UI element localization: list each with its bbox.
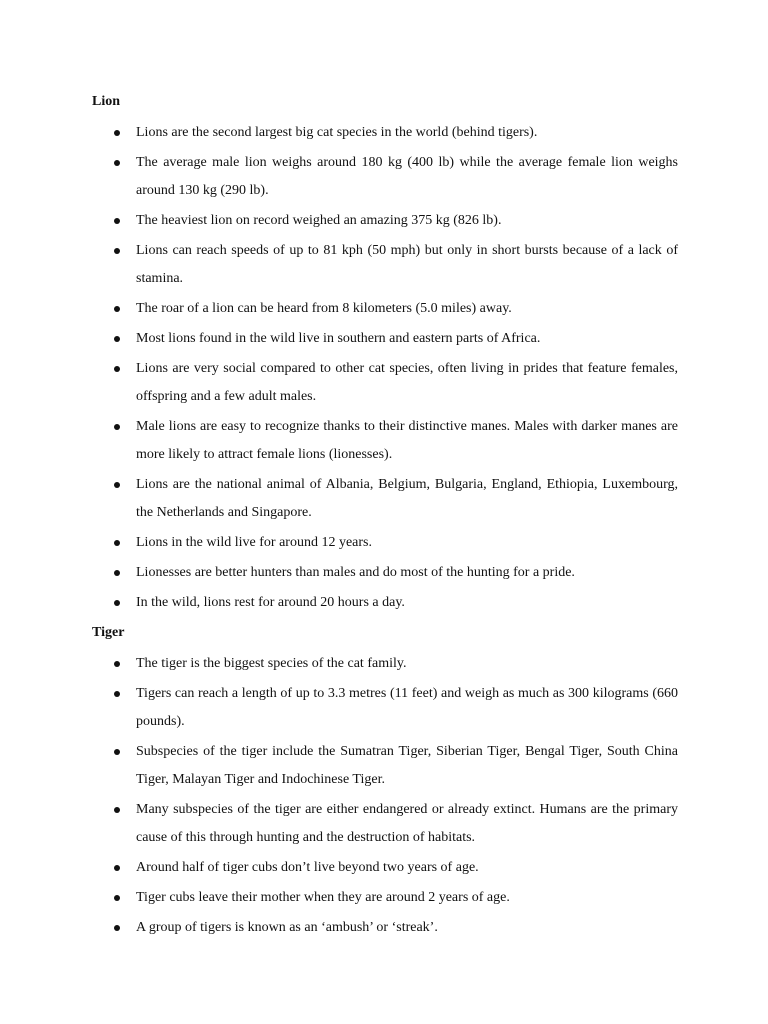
tiger-section xyxy=(92,623,678,942)
bullet-text: Lions are very social compared to other cat species, often living in prides that feature females, offspring and a few adult males. xyxy=(136,361,678,404)
bullet-text: Lions are the second largest big cat species in the world (behind tigers). xyxy=(136,125,538,140)
bullet-text: Around half of tiger cubs don’t live beyond two years of age. xyxy=(136,860,479,875)
bullet-icon xyxy=(114,691,120,697)
lion-bullet-item xyxy=(92,207,678,235)
bullet-text: Subspecies of the tiger include the Sumatran Tiger, Siberian Tiger, Bengal Tiger, South China Tiger, Malayan Tiger and Indochinese Tiger. xyxy=(136,744,678,787)
bullet-text: Male lions are easy to recognize thanks to their distinctive manes. Males with darker manes are more likely to attract female lions (lionesses). xyxy=(136,419,678,462)
bullet-icon xyxy=(114,336,120,342)
lion-bullet-item xyxy=(92,325,678,353)
bullet-icon xyxy=(114,306,120,312)
bullet-text: The average male lion weighs around 180 kg (400 lb) while the average female lion weighs around 130 kg (290 lb). xyxy=(136,155,678,198)
lion-bullet-item xyxy=(92,295,678,323)
tiger-heading: Tiger xyxy=(92,625,125,640)
lion-bullet-item xyxy=(92,589,678,617)
bullet-icon xyxy=(114,570,120,576)
tiger-bullet-item xyxy=(92,796,678,852)
lion-bullet-item xyxy=(92,471,678,527)
lion-bullet-item xyxy=(92,237,678,293)
bullet-icon xyxy=(114,807,120,813)
bullet-text: Lions in the wild live for around 12 years. xyxy=(136,535,373,550)
tiger-bullet-item xyxy=(92,854,678,882)
lion-bullet-item xyxy=(92,529,678,557)
lion-bullet-item xyxy=(92,413,678,469)
lion-bullet-list xyxy=(92,119,678,617)
bullet-text: Most lions found in the wild live in southern and eastern parts of Africa. xyxy=(136,331,541,346)
bullet-text: Tiger cubs leave their mother when they are around 2 years of age. xyxy=(136,890,510,905)
bullet-text: A group of tigers is known as an ‘ambush’ or ‘streak’. xyxy=(136,920,438,935)
tiger-bullet-item xyxy=(92,884,678,912)
bullet-icon xyxy=(114,482,120,488)
bullet-icon xyxy=(114,925,120,931)
bullet-icon xyxy=(114,424,120,430)
bullet-icon xyxy=(114,865,120,871)
bullet-icon xyxy=(114,366,120,372)
bullet-icon xyxy=(114,749,120,755)
bullet-icon xyxy=(114,661,120,667)
lion-bullet-item xyxy=(92,355,678,411)
bullet-icon xyxy=(114,895,120,901)
lion-bullet-item xyxy=(92,149,678,205)
tiger-bullet-item xyxy=(92,738,678,794)
lion-bullet-item xyxy=(92,559,678,587)
lion-section xyxy=(92,92,678,617)
bullet-text: Lions can reach speeds of up to 81 kph (50 mph) but only in short bursts because of a lack of stamina. xyxy=(136,243,678,286)
bullet-text: Lionesses are better hunters than males and do most of the hunting for a pride. xyxy=(136,565,575,580)
lion-bullet-item xyxy=(92,119,678,147)
bullet-text: The tiger is the biggest species of the cat family. xyxy=(136,656,407,671)
bullet-text: The heaviest lion on record weighed an amazing 375 kg (826 lb). xyxy=(136,213,502,228)
bullet-icon xyxy=(114,130,120,136)
bullet-text: The roar of a lion can be heard from 8 kilometers (5.0 miles) away. xyxy=(136,301,512,316)
bullet-text: Lions are the national animal of Albania, Belgium, Bulgaria, England, Ethiopia, Luxembourg, the Netherlands and Singapore. xyxy=(136,477,678,520)
bullet-icon xyxy=(114,160,120,166)
document-page xyxy=(92,92,678,944)
bullet-icon xyxy=(114,600,120,606)
tiger-bullet-list xyxy=(92,650,678,942)
bullet-text: In the wild, lions rest for around 20 hours a day. xyxy=(136,595,405,610)
lion-heading: Lion xyxy=(92,94,121,109)
bullet-icon xyxy=(114,540,120,546)
tiger-bullet-item xyxy=(92,680,678,736)
bullet-icon xyxy=(114,218,120,224)
tiger-bullet-item xyxy=(92,914,678,942)
bullet-text: Many subspecies of the tiger are either endangered or already extinct. Humans are the primary cause of this through hunting and the destruction of habitats. xyxy=(136,802,678,845)
bullet-icon xyxy=(114,248,120,254)
bullet-text: Tigers can reach a length of up to 3.3 metres (11 feet) and weigh as much as 300 kilograms (660 pounds). xyxy=(136,686,678,729)
tiger-bullet-item xyxy=(92,650,678,678)
